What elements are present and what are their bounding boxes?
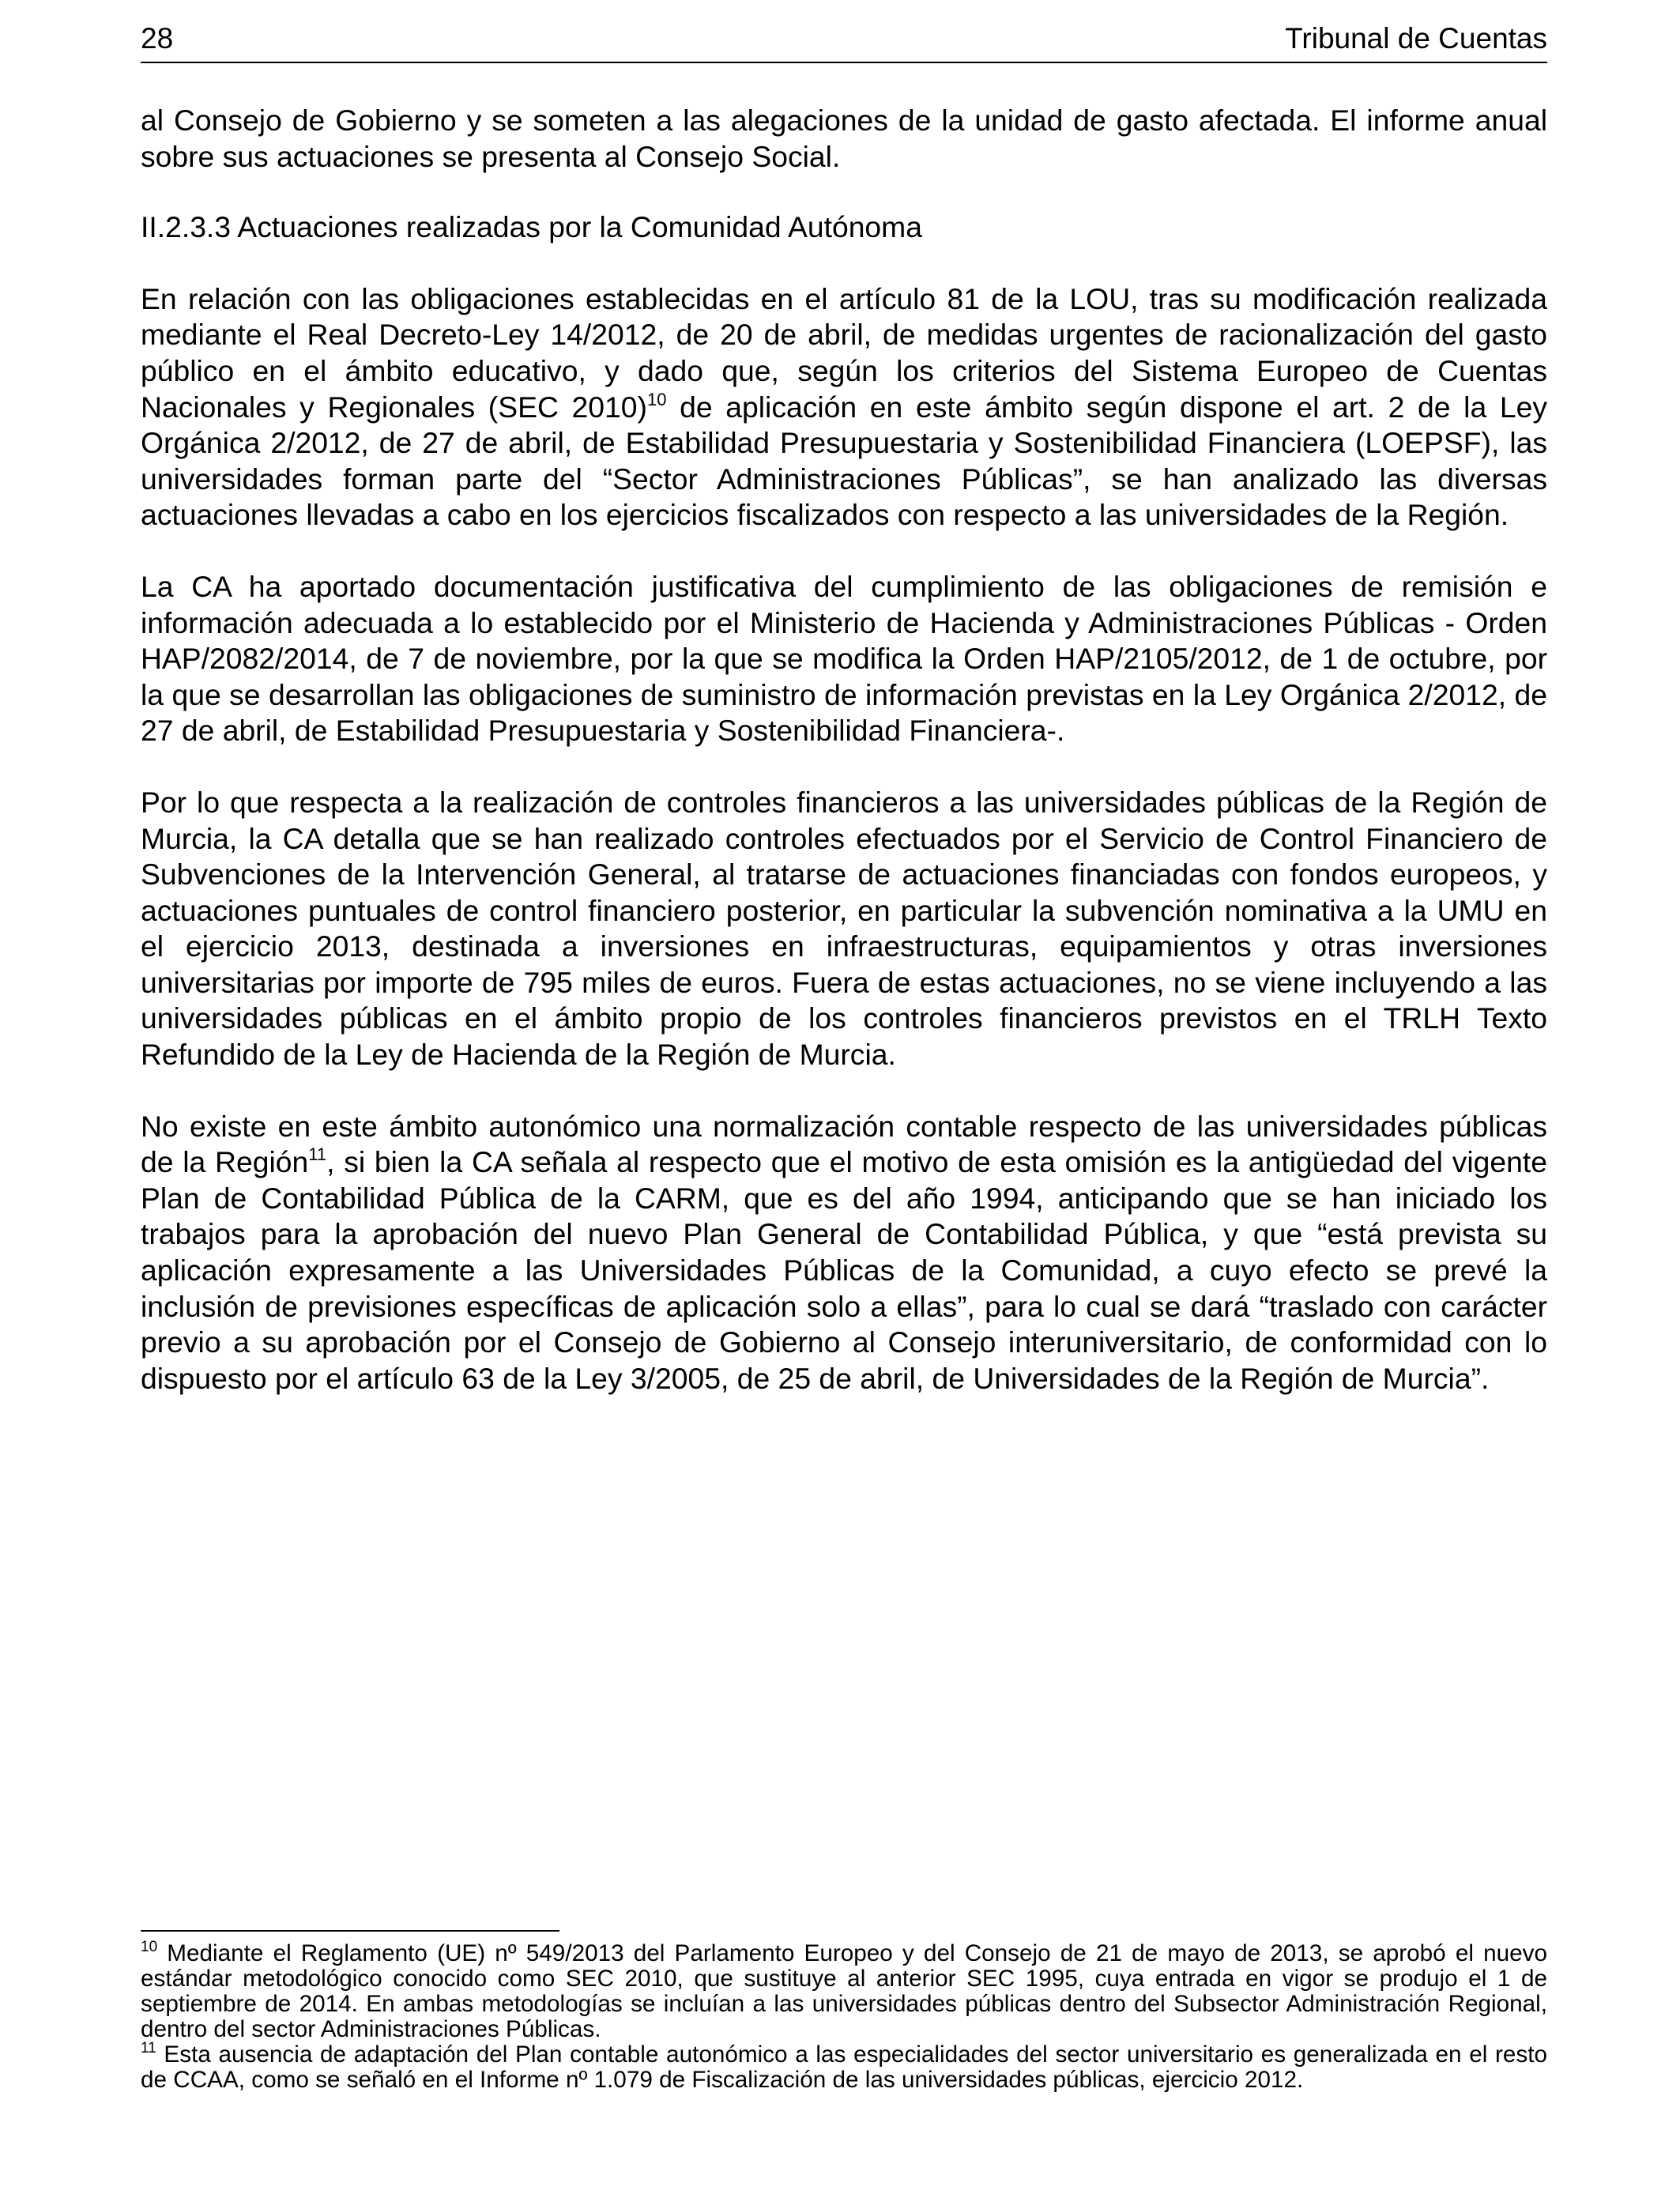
paragraph-4-text-a: No existe en este ámbito autonómico una normalización contable respecto de las universidades públicas de la Región <box>141 1109 1547 1179</box>
paragraph-intro: al Consejo de Gobierno y se someten a las alegaciones de la unidad de gasto afectada. El informe anual sobre sus actuaciones se presenta al Consejo Social. <box>141 104 1547 173</box>
paragraph-1-text-b: de aplicación en este ámbito según dispone el art. 2 de la Ley Orgánica 2/2012, de 27 de abril, de Estabilidad Presupuestaria y Sostenibilidad Financiera (LOEPSF), las universidades forman parte del “Sector Administraciones Públicas”, se han analizado las diversas actuaciones llevadas a cabo en los ejercicios fiscalizados con respecto a las universidades de la Región. <box>141 390 1547 532</box>
footnotes <box>141 1941 1547 2093</box>
footnote-ref-10: 10 <box>646 389 667 409</box>
footnote-10-text: Mediante el Reglamento (UE) nº 549/2013 del Parlamento Europeo y del Consejo de 21 de mayo de 2013, se aprobó el nuevo estándar metodológico conocido como SEC 2010, que sustituye al anterior SEC 1995, cuya entrada en vigor se produjo el 1 de septiembre de 2014. En ambas metodologías se incluían a las universidades públicas dentro del Subsector Administración Regional, dentro del sector Administraciones Públicas. <box>141 1940 1547 2042</box>
footnote-separator <box>141 1930 559 1932</box>
paragraph-2: La CA ha aportado documentación justificativa del cumplimiento de las obligaciones de remisión e información adecuada a lo establecido por el Ministerio de Hacienda y Administraciones Públicas - Orden HAP/2082/2014, de 7 de noviembre, por la que se modifica la Orden HAP/2105/2012, de 1 de octubre, por la que se desarrollan las obligaciones de suministro de información previstas en la Ley Orgánica 2/2012, de 27 de abril, de Estabilidad Presupuestaria y Sostenibilidad Financiera-. <box>141 569 1547 748</box>
footnote-11 <box>141 2042 1547 2093</box>
paragraph-1-text-a: En relación con las obligaciones establecidas en el artículo 81 de la LOU, tras su modificación realizada mediante el Real Decreto-Ley 14/2012, de 20 de abril, de medidas urgentes de racionalización del gasto público en el ámbito educativo, y dado que, según los criterios del Sistema Europeo de Cuentas Nacionales y Regionales (SEC 2010) <box>141 281 1547 424</box>
footnote-10 <box>141 1941 1547 2042</box>
section-heading: II.2.3.3 Actuaciones realizadas por la Comunidad Autónoma <box>141 210 922 244</box>
footnote-number-11: 11 <box>141 2040 156 2056</box>
footnote-ref-11: 11 <box>308 1144 327 1165</box>
document-body <box>141 103 1547 1432</box>
footnote-number-10: 10 <box>141 1939 158 1955</box>
page-number: 28 <box>141 22 174 55</box>
header-title: Tribunal de Cuentas <box>1285 22 1547 55</box>
footnote-11-text: Esta ausencia de adaptación del Plan contable autonómico a las especialidades del sector universitario es generalizada en el resto de CCAA, como se señaló en el Informe nº 1.079 de Fiscalización de las universidades públicas, ejercicio 2012. <box>141 2041 1547 2093</box>
paragraph-4 <box>141 1109 1547 1397</box>
page-header <box>141 21 1547 63</box>
paragraph-1 <box>141 281 1547 533</box>
paragraph-3: Por lo que respecta a la realización de controles financieros a las universidades públicas de la Región de Murcia, la CA detalla que se han realizado controles efectuados por el Servicio de Control Financiero de Subvenciones de la Intervención General, al tratarse de actuaciones financiadas con fondos europeos, y actuaciones puntuales de control financiero posterior, en particular la subvención nominativa a la UMU en el ejercicio 2013, destinada a inversiones en infraestructuras, equipamientos y otras inversiones universitarias por importe de 795 miles de euros. Fuera de estas actuaciones, no se viene incluyendo a las universidades públicas en el ámbito propio de los controles financieros previstos en el TRLH Texto Refundido de la Ley de Hacienda de la Región de Murcia. <box>141 785 1547 1072</box>
paragraph-4-text-b: , si bien la CA señala al respecto que el motivo de esta omisión es la antigüedad del vigente Plan de Contabilidad Pública de la CARM, que es del año 1994, anticipando que se han iniciado los trabajos para la aprobación del nuevo Plan General de Contabilidad Pública, y que “está prevista su aplicación expresamente a las Universidades Públicas de la Comunidad, a cuyo efecto se prevé la inclusión de previsiones específicas de aplicación solo a ellas”, para lo cual se dará “traslado con carácter previo a su aprobación por el Consejo de Gobierno al Consejo interuniversitario, de conformidad con lo dispuesto por el artículo 63 de la Ley 3/2005, de 25 de abril, de Universidades de la Región de Murcia”. <box>141 1145 1547 1395</box>
